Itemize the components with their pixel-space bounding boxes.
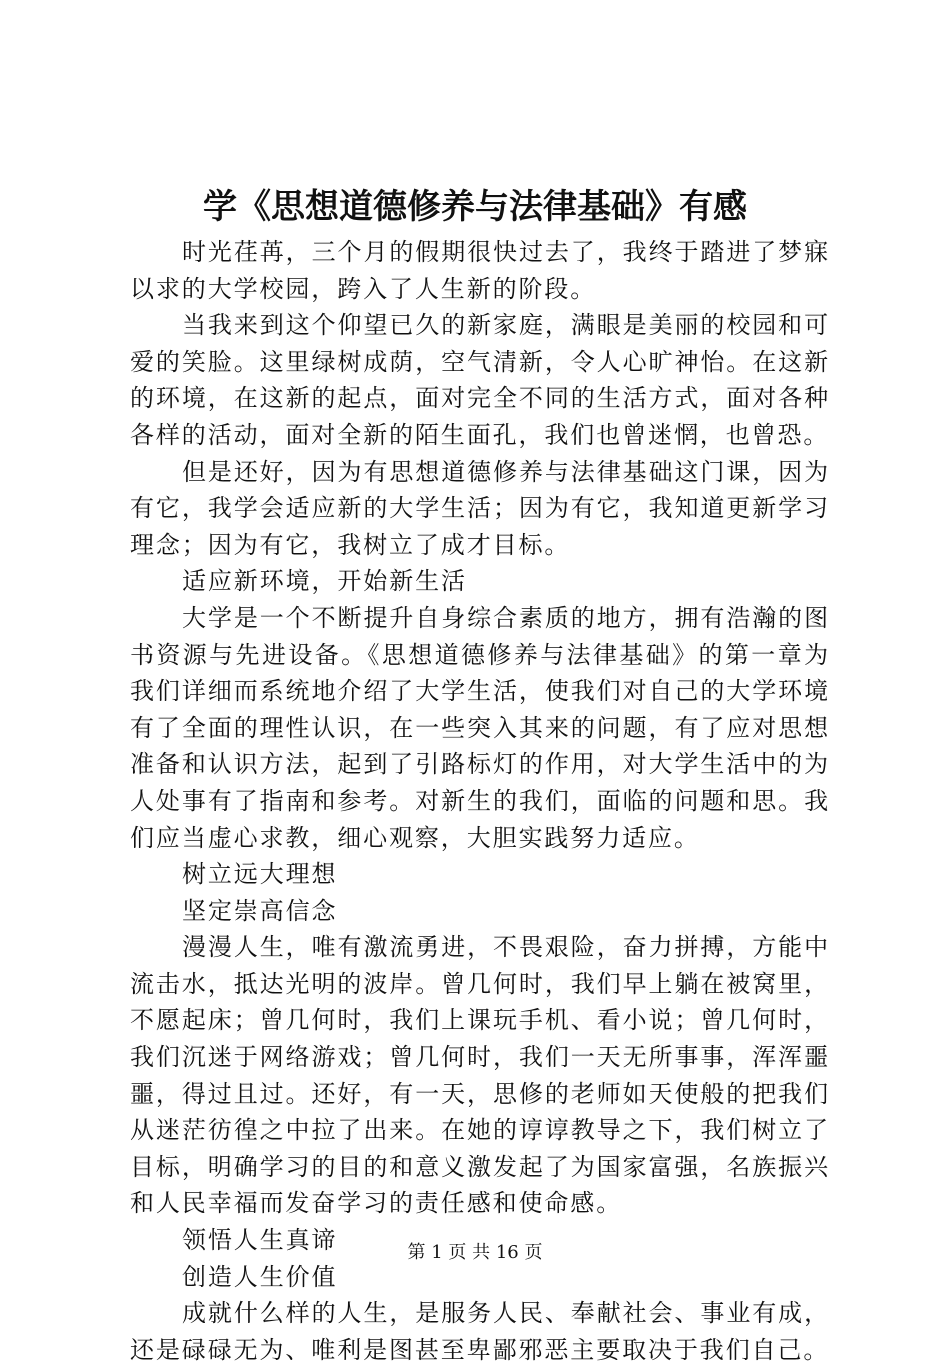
section-heading: 领悟人生真谛 xyxy=(182,1226,338,1255)
section-heading: 树立远大理想 xyxy=(182,860,338,889)
document-body xyxy=(130,234,830,1368)
paragraph: 当我来到这个仰望已久的新家庭，满眼是美丽的校园和可爱的笑脸。这里绿树成荫，空气清新，令人心旷神怡。在这新的环境，在这新的起点，面对完全不同的生活方式，面对各种各样的活动，面对全新的陌生面孔，我们也曾迷惘，也曾恐。 xyxy=(130,311,830,449)
page-footer: 第 1 页 共 16 页 xyxy=(407,1242,543,1263)
document-title: 学《思想道德修养与法律基础》有感 xyxy=(203,187,747,227)
section-heading: 坚定崇高信念 xyxy=(182,896,338,925)
section-heading: 适应新环境，开始新生活 xyxy=(182,567,467,596)
paragraph: 时光荏苒，三个月的假期很快过去了，我终于踏进了梦寐以求的大学校园，跨入了人生新的阶段。 xyxy=(130,238,830,303)
paragraph: 但是还好，因为有思想道德修养与法律基础这门课，因为有它，我学会适应新的大学生活；因为有它，我知道更新学习理念；因为有它，我树立了成才目标。 xyxy=(130,457,830,559)
section-heading: 创造人生价值 xyxy=(182,1262,338,1291)
paragraph: 成就什么样的人生，是服务人民、奉献社会、事业有成，还是碌碌无为、唯利是图甚至卑鄙邪恶主要取决于我们自己。 xyxy=(130,1299,830,1364)
paragraph: 大学是一个不断提升自身综合素质的地方，拥有浩瀚的图书资源与先进设备。《思想道德修养与法律基础》的第一章为我们详细而系统地介绍了大学生活，使我们对自己的大学环境有了全面的理性认识，在一些突入其来的问题，有了应对思想准备和认识方法，起到了引路标灯的作用，对大学生活中的为人处事有了指南和参考。对新生的我们，面临的问题和思。我们应当虚心求教，细心观察，大胆实践努力适应。 xyxy=(130,603,830,852)
paragraph: 漫漫人生，唯有激流勇进，不畏艰险，奋力拼搏，方能中流击水，抵达光明的波岸。曾几何时，我们早上躺在被窝里，不愿起床；曾几何时，我们上课玩手机、看小说；曾几何时，我们沉迷于网络游戏；曾几何时，我们一天无所事事，浑浑噩噩，得过且过。还好，有一天，思修的老师如天使般的把我们从迷茫彷徨之中拉了出来。在她的谆谆教导之下，我们树立了目标，明确学习的目的和意义激发起了为国家富强，名族振兴和人民幸福而发奋学习的责任感和使命感。 xyxy=(130,933,830,1218)
